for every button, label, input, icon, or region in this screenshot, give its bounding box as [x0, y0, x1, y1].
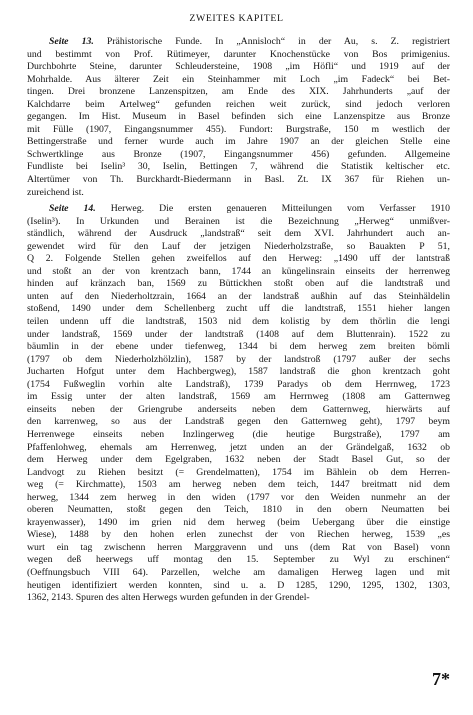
text-line: (1797 ob dem Niederholzhölzlin), 1587 by der landstroß (1797 außer der sechs	[27, 353, 450, 365]
text-line	[27, 203, 450, 216]
text-line: gewendet wird für den Lauf der jetzigen Niederholzstraße, so Bauakten P 51,	[27, 240, 450, 252]
text-line: bäumlin in der ebene under tiefenweg, 1344 bi dem herweg zem breiten bömli	[27, 341, 450, 353]
text-line: (Oeffnungsbuch VIII 64). Parzellen, welche am damaligen Herweg lagen und mit	[27, 566, 450, 578]
text-line: Mohrhalde. Aus älterer Zeit ein Steinhammer mit Loch „im Fadeck“ bei Bet-	[27, 73, 450, 85]
text-line: und stoßt an der von krentzach bann, 1744 an küngelinsrain einseits der herrenweg	[27, 265, 450, 277]
text-line: Durchbohrte Steine, darunter Schleudersteine, 1908 „im Höfli“ und 1919 auf der	[27, 61, 450, 73]
text-line: stoßend, 1490 under dem Schellenberg zucht uff die landtstraß, 1551 hieher langen	[27, 303, 450, 315]
text-line: Pfaffenlohweg, ehemals am Herrenweg, jetzt unden an der Grändelgaß, 1632 ob	[27, 441, 450, 453]
text-line: krayenwasser), 1490 im grien nid dem herweg (beim Uebergang über die einstige	[27, 516, 450, 528]
text-line: (1754 Fußweglin vorhin alte Landstraß), 1739 Paradys ob dem Herrnweg, 1723	[27, 378, 450, 390]
text-line: wurt ein tag zwischenn herren Marggravenn und uns (dem Rat von Basel) vonn	[27, 541, 450, 553]
text-line: Herrenwege einseits neben Inzlingerweg (die heutige Burgstraße), 1797 am	[27, 428, 450, 440]
text-line: Wiese), 1488 by den hohen erlen zunechst der von Riechen herweg, 1539 „es	[27, 529, 450, 541]
text-line: herweg, 1344 zem herweg in den widen (1797 vor den Weiden nunmehr an der	[27, 491, 450, 503]
text-line: Landvogt zu Riehen besitzt (= Grendelmatten), 1754 im Bählein ob dem Herren-	[27, 466, 450, 478]
text-line: Kalchdarre beim Artelweg“ gefunden reichen weit zurück, sind jedoch verloren	[27, 98, 450, 110]
text-line: Q 2. Folgende Stellen gehen zweifellos auf den Herweg: „1490 uff der lantstraß	[27, 253, 450, 265]
text-line: gegangen. Im Hist. Museum in Basel befinden sich eine Lanzenspitze aus Bronze	[27, 111, 450, 123]
text-fragment: Herweg. Die ersten genaueren Mitteilungen vom Verfasser 1910	[110, 203, 450, 215]
text-line: Altertümer von Th. Burckhardt-Biedermann in Basl. Zt. IX 367 für Riehen un-	[27, 174, 450, 186]
text-line: und bestimmt von Prof. Rütimeyer, darunter Knochenstücke von Bos primigenius.	[27, 48, 450, 60]
section-heading: Seite 14.	[49, 203, 96, 215]
text-line: zureichend ist.	[27, 186, 84, 198]
text-line: oberen Neumatten, stoßt gegen den Teich, 1810 in den obern Neumatten bei	[27, 504, 450, 516]
text-line: im Essig unter der alten landstraß, 1569 am Herrnweg (1808 am Gatternweg	[27, 391, 450, 403]
text-line: einseits neben der Griengrube anderseits neben dem Gatternweg, hierwärts auf	[27, 403, 450, 415]
text-line: ständlich, während der Ausdruck „landstraß“ seit dem XVI. Jahrhundert auch an-	[27, 228, 450, 240]
text-line: dem Herweg under dem Egelgraben, 1632 neben der Stadt Basel Gut, so der	[27, 454, 450, 466]
text-line: wegen deß heerwegs uff montag den 15. September zu Wyl zu erschinen“	[27, 554, 450, 566]
text-line: teilen undenn uff die landtstraß, 1503 nid dem kolistig by dem thörlin die lengi	[27, 316, 450, 328]
text-line: tingen. Drei bronzene Lanzenspitzen, am Ende des XIX. Jahrhunderts „auf der	[27, 86, 450, 98]
page-number: 7*	[432, 669, 450, 689]
body-text	[27, 36, 450, 605]
text-line	[27, 36, 450, 49]
text-line: (Iselin³). In Urkunden und Berainen ist die Bezeichnung „Herweg“ unmißver-	[27, 215, 450, 227]
text-line: hinden auf kränzach ban, 1569 zu Büttickhen stoßt oben auf die landtstraß und	[27, 278, 450, 290]
section-heading: Seite 13.	[49, 36, 94, 47]
text-line: Jucharten Hofgut unter dem Hachbergweg), 1587 landstraß die ghon krentzach goht	[27, 366, 450, 378]
text-line: unten auf den Niederholtzrain, 1664 an der landstraß außhin auf das Steinhäldelin	[27, 290, 450, 302]
text-line: Fundliste bei Iselin³ 30, Iselin, Bettingen 7, während die Statistik keltischer etc.	[27, 161, 450, 173]
paragraph-seite-14	[27, 203, 450, 605]
text-line: weg (= Kirchmatte), 1503 am herweg neben dem teich, 1447 breitmatt nid dem	[27, 479, 450, 491]
text-line: mit Fülle (1907, Eingangsnummer 455). Fundort: Burgstraße, 150 m westlich der	[27, 123, 450, 135]
paragraph-seite-13	[27, 36, 450, 199]
text-line: Bettingerstraße und ferner wurde auch im Jahre 1907 an der gleichen Stelle eine	[27, 136, 450, 148]
text-line: Schwertklinge aus Bronze (1907, Eingangsnummer 456) gefunden. Allgemeine	[27, 148, 450, 160]
text-fragment: Prähistorische Funde. In „Annisloch“ in der Au, s. Z. registriert	[106, 36, 450, 47]
text-line: heutigen identifiziert werden konnten, sind u. a. D 1285, 1290, 1295, 1302, 1303,	[27, 579, 450, 591]
running-head: ZWEITES KAPITEL	[189, 13, 284, 24]
text-line: den karrenweg, so aus der Landstraß gegen den Gatternweg geht), 1797 beym	[27, 416, 450, 428]
text-line: under landstraß, 1569 under der landtstraß (1408 auf dem Bluttenrain). 1522 zu	[27, 328, 450, 340]
text-line: 1362, 2143. Spuren des alten Herwegs wurden gefunden in der Grendel-	[27, 592, 310, 604]
